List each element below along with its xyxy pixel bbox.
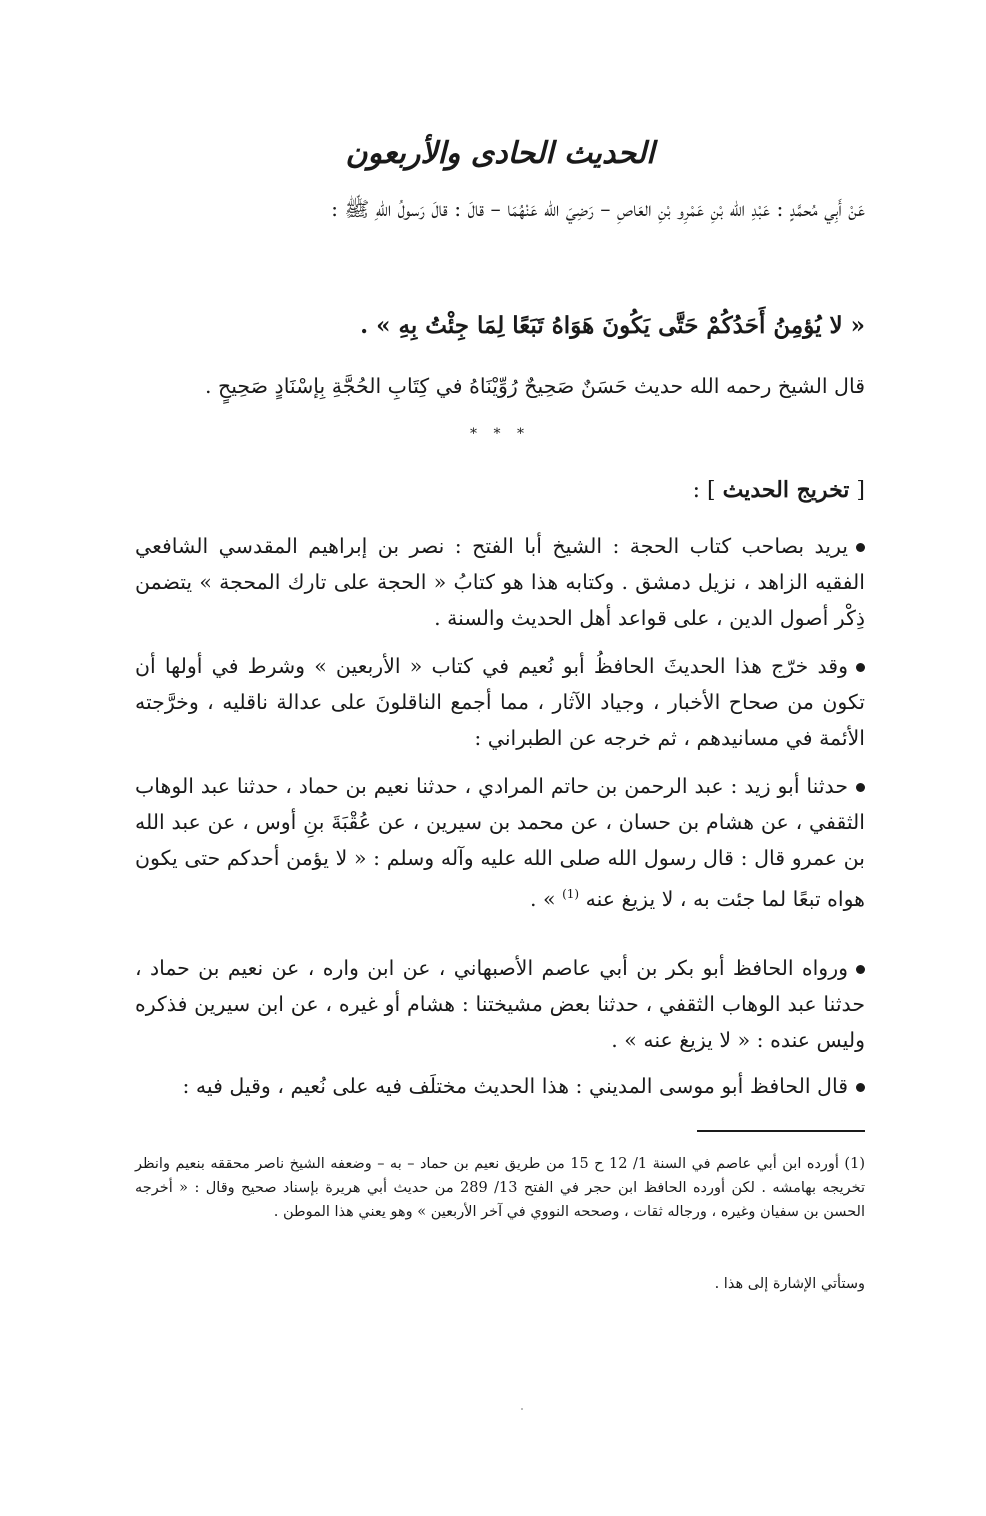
book-page: [135, 0, 865, 1516]
sheikh-note: قال الشيخ رحمه الله حديث حَسَنٌ صَحِيحٌ رُوِّيْنَاهُ في كِتَابِ الحُجَّةِ بِإسْنَادٍ صَحِيحٍ .: [204, 374, 865, 398]
bullet-icon: [856, 1083, 865, 1092]
paragraph-text: وقد خرّج هذا الحديثَ الحافظُ أبو نُعيم في كتاب « الأربعين » وشرط في أولها أن تكون من صحاح الأخبار ، وجياد الآثار ، مما أجمع الناقلونَ على عدالة ناقليه ، وخرَّجته الأئمة في مسانيدهم ، ثم خرجه عن الطبراني :: [135, 654, 865, 750]
bullet-icon: [856, 783, 865, 792]
section-heading: [693, 472, 865, 509]
heading-label: تخريج الحديث: [722, 477, 850, 503]
heading-close-bracket: ] :: [692, 478, 716, 503]
hadith-text: « لا يُؤمِنُ أَحَدُكُمْ حَتَّى يَكُونَ هَوَاهُ تَبَعًا لِمَا جِئْتُ بِهِ » .: [360, 312, 865, 339]
bullet-icon: [856, 543, 865, 552]
page-speck: [521, 1408, 523, 1410]
footnote-extra-line: وستأتي الإشارة إلى هذا .: [714, 1276, 865, 1292]
bullet-icon: [856, 663, 865, 672]
paragraph: [135, 528, 865, 636]
footnote: (1) أورده ابن أبي عاصم في السنة 1/ 12 ح 15 من طريق نعيم بن حماد – به – وضعفه الشيخ ناصر محققه بنعيم وانظر تخريجه بهامشه . لكن أورده الحافظ ابن حجر في الفتح 13/ 289 من حديث أبي هريرة بإسناد صحيح وقال : « أخرجه الحسن بن سفيان وغيره ، ورجاله ثقات ، وصححه النووي في آخر الأربعين » وهو يعني هذا الموطن .: [135, 1156, 865, 1220]
paragraph: [135, 648, 865, 756]
paragraph: [135, 1068, 865, 1104]
paragraph: [135, 768, 865, 917]
bullet-icon: [856, 965, 865, 974]
heading-open-bracket: [: [856, 478, 865, 503]
paragraph-text: ورواه الحافظ أبو بكر بن أبي عاصم الأصبهاني ، عن ابن واره ، عن نعيم بن حماد ، حدثنا عبد الوهاب الثقفي ، حدثنا بعض مشيختنا : هشام أو غيره ، عن ابن سيرين فذكره وليس عنده : « لا يزيغ عنه » .: [135, 956, 865, 1052]
hadith-intro: عَنْ أَبِي مُحمَّدٍ : عَبْدِ الله بْنِ عَمْرِو بْنِ العَاصِ – رَضِيَ الله عَنْهُمَا – قالَ : قالَ رَسولُ اللهِ ﷺ :: [331, 197, 865, 221]
section-separator: * * *: [470, 426, 530, 442]
paragraph: [135, 950, 865, 1058]
paragraph-text: يريد بصاحب كتاب الحجة : الشيخ أبا الفتح : نصر بن إبراهيم المقدسي الشافعي الفقيه الزاهد ، نزيل دمشق . وكتابه هذا هو كتابُ « الحجة على تارك المحجة » يتضمن ذِكْر أصول الدين ، على قواعد أهل الحديث والسنة .: [135, 534, 865, 630]
footnote-reference[interactable]: (1): [562, 887, 580, 901]
paragraph-text: قال الحافظ أبو موسى المديني : هذا الحديث مختلَف فيه على نُعيم ، وقيل فيه :: [182, 1074, 848, 1098]
paragraph-text: حدثنا أبو زيد : عبد الرحمن بن حاتم المرادي ، حدثنا نعيم بن حماد ، حدثنا عبد الوهاب الثقفي ، عن هشام بن حسان ، عن محمد بن سيرين ، عن عُقْبَةَ بنِ أوس ، عن عبد الله بن عمرو قال : قال رسول الله صلى الله عليه وآله وسلم : « لا يؤمن أحدكم حتى يكون هواه تبعًا لما جئت به ، لا يزيغ عنه: [135, 774, 865, 911]
paragraph-text-end: » .: [529, 886, 556, 911]
footnote-divider: [697, 1130, 865, 1132]
hadith-title: الحديث الحادى والأربعون: [345, 136, 655, 171]
